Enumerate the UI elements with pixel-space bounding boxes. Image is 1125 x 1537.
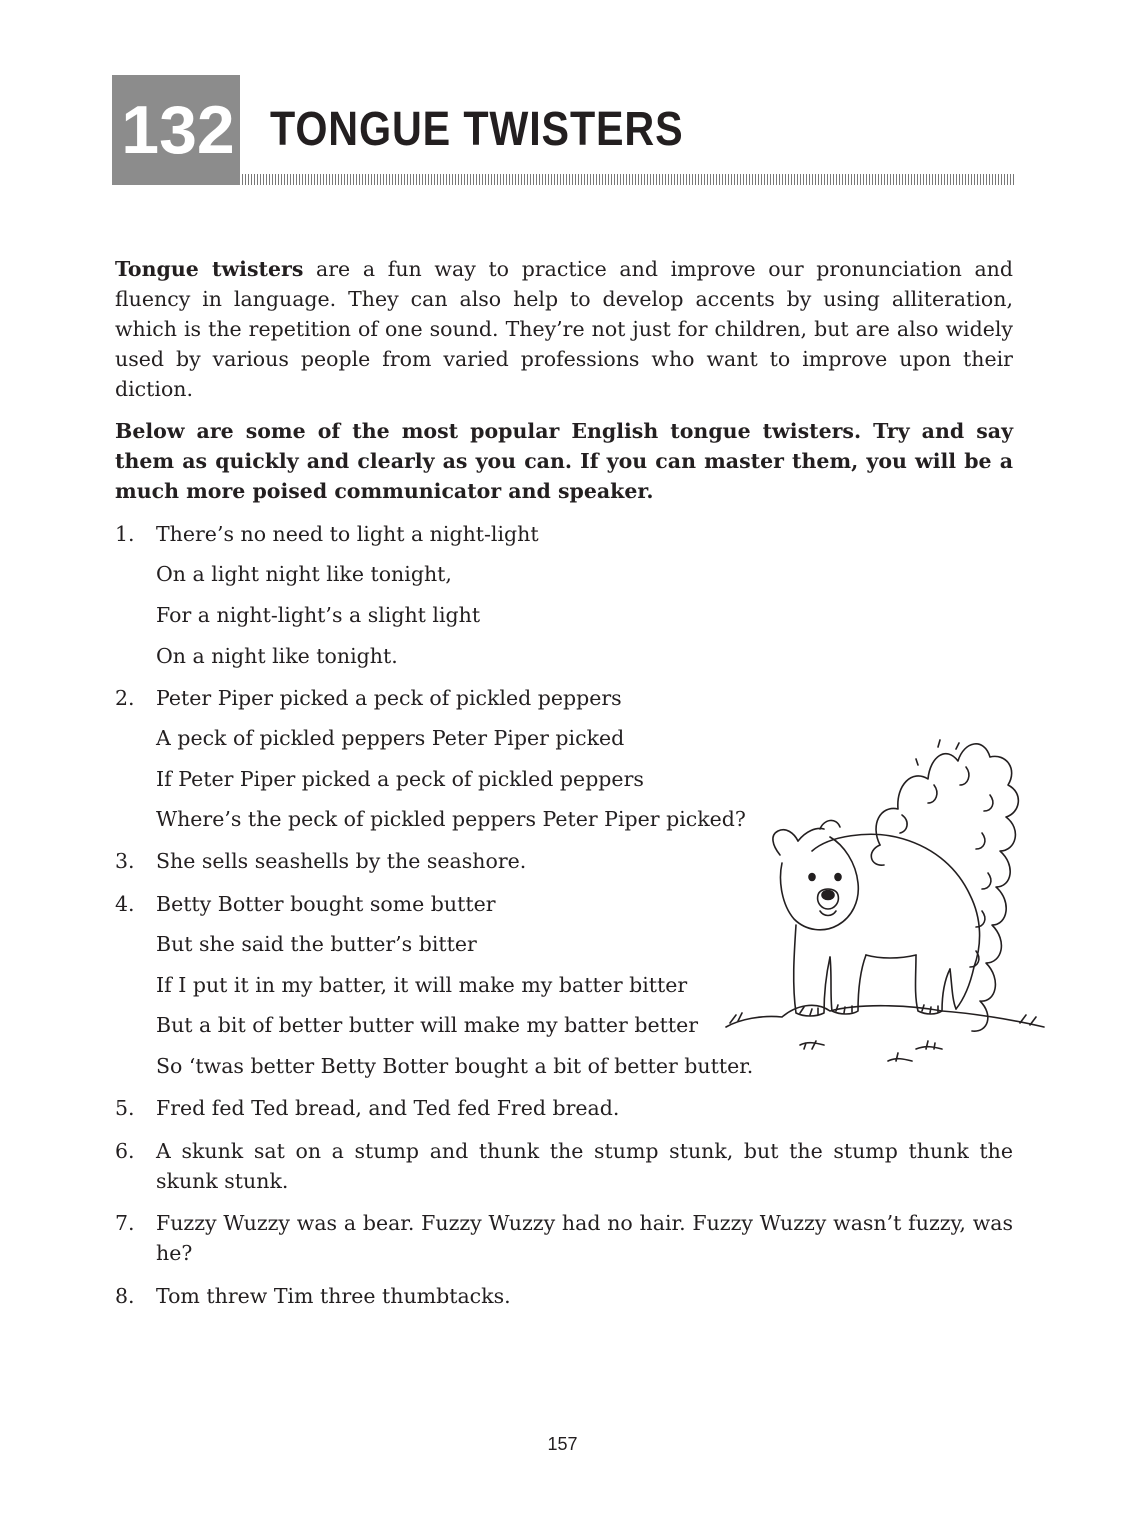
twister-line: There’s no need to light a night-light <box>156 522 539 546</box>
twister-line: On a light night like tonight, <box>156 562 452 586</box>
twister-line: A peck of pickled peppers Peter Piper picked <box>156 726 625 750</box>
twister-line: Where’s the peck of pickled peppers Peter Piper picked? <box>156 807 746 831</box>
twister-number: 5. <box>115 1096 135 1120</box>
instruction-paragraph: Below are some of the most popular English tongue twisters. Try and say them as quickly and clearly as you can. If you can master them, you will be a much more poised communicator and speaker. <box>115 419 1013 503</box>
intro-paragraph <box>115 254 1013 404</box>
bear-illustration <box>720 705 1050 1085</box>
twister-number: 1. <box>115 522 135 546</box>
chapter-number: 132 <box>121 92 235 168</box>
title-rule <box>242 174 1014 185</box>
twister-line: Tom threw Tim three thumbtacks. <box>156 1284 511 1308</box>
twister-line: For a night-light’s a slight light <box>156 603 481 627</box>
twister-number: 3. <box>115 849 135 873</box>
twister-paragraph: A skunk sat on a stump and thunk the stump stunk, but the stump thunk the skunk stunk. <box>156 1139 1013 1193</box>
twister-line: If Peter Piper picked a peck of pickled peppers <box>156 767 644 791</box>
chapter-title: TONGUE TWISTERS <box>270 103 684 156</box>
twister-line: So ‘twas better Betty Botter bought a bit of better butter. <box>156 1054 754 1078</box>
twister-number: 4. <box>115 892 135 916</box>
twister-line: Peter Piper picked a peck of pickled peppers <box>156 686 622 710</box>
twister-line: She sells seashells by the seashore. <box>156 849 527 873</box>
twister-number: 8. <box>115 1284 135 1308</box>
twister-paragraph: Fuzzy Wuzzy was a bear. Fuzzy Wuzzy had no hair. Fuzzy Wuzzy wasn’t fuzzy, was he? <box>156 1211 1013 1265</box>
twister-line: Betty Botter bought some butter <box>156 892 496 916</box>
intro-text: are a fun way to practice and improve our pronunciation and fluency in language. They can also help to develop accents by using alliteration, which is the repetition of one sound. They’re not just for children, but are also widely used by various people from varied professions who want to improve upon their diction. <box>115 257 1013 401</box>
twister-line: But she said the butter’s bitter <box>156 932 477 956</box>
twister-line: But a bit of better butter will make my batter better <box>156 1013 698 1037</box>
twister-number: 2. <box>115 686 135 710</box>
twister-number: 7. <box>115 1211 135 1235</box>
twister-number: 6. <box>115 1139 135 1163</box>
twister-line: Fred fed Ted bread, and Ted fed Fred bread. <box>156 1096 620 1120</box>
page-number: 157 <box>547 1434 578 1454</box>
twister-line: On a night like tonight. <box>156 644 398 668</box>
intro-lead-term: Tongue twisters <box>115 257 304 281</box>
twister-line: If I put it in my batter, it will make my batter bitter <box>156 973 688 997</box>
